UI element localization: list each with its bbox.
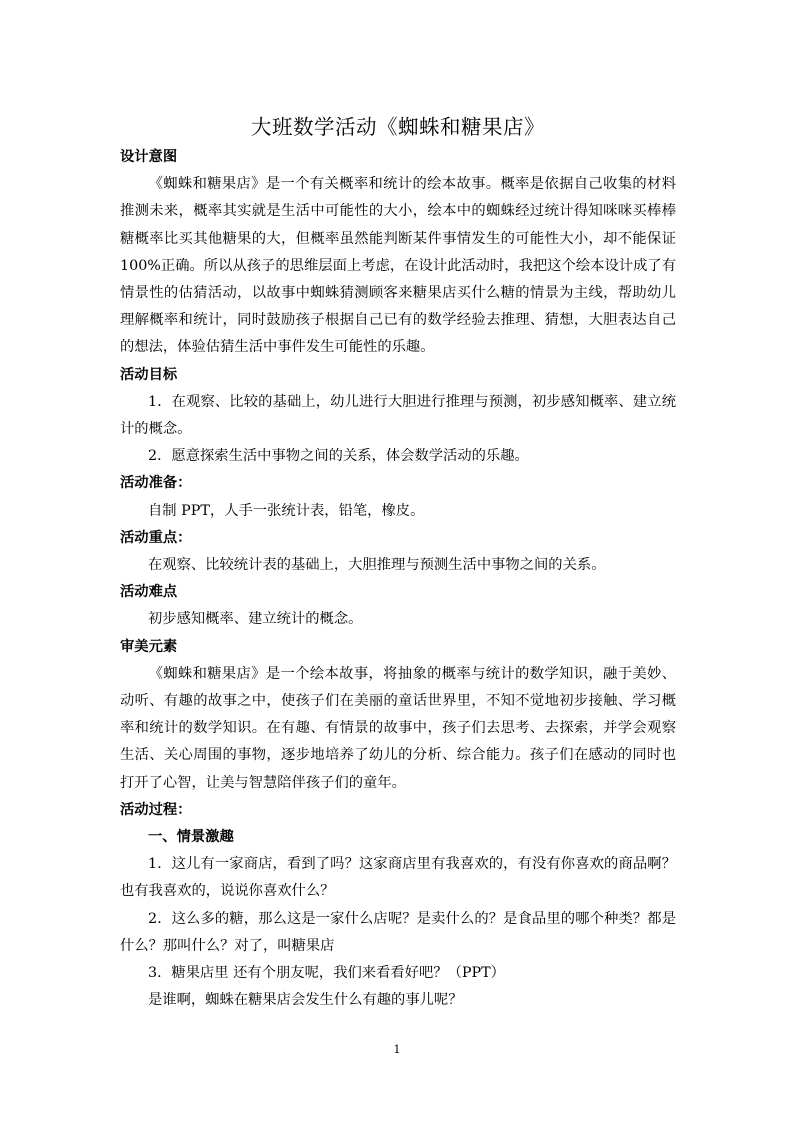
heading-goals: 活动目标 <box>120 366 178 383</box>
design-intent-paragraph: 《蜘蛛和糖果店》是一个有关概率和统计的绘本故事。概率是依据自己收集的材料推测未来，概率其实就是生活中可能性的大小，绘本中的蜘蛛经过统计得知咪咪买棒棒糖概率比买其他糖果的大，但概率虽然能判断某件事情发生的可能性大小，却不能保证100%正确。所以从孩子的思维层面上考虑，在设计此活动时，我把这个绘本设计成了有情景性的估猜活动，以故事中蜘蛛猜测顾客来糖果店买什么糖的情景为主线，帮助幼儿理解概率和统计，同时鼓励孩子根据自己已有的数学经验去推理、猜想，大胆表达自己的想法，体验估猜生活中事件发生可能性的乐趣。 <box>120 176 676 356</box>
aesthetic-paragraph: 《蜘蛛和糖果店》是一个绘本故事，将抽象的概率与统计的数学知识，融于美妙、动听、有趣的故事之中，使孩子们在美丽的童话世界里，不知不觉地初步接触、学习概率和统计的数学知识。在有趣、有情景的故事中，孩子们去思考、去探索，并学会观察生活、关心周围的事物，逐步地培养了幼儿的分析、综合能力。孩子们在感动的同时也打开了心智，让美与智慧陪伴孩子们的童年。 <box>120 665 676 791</box>
page-title: 大班数学活动《蜘蛛和糖果店》 <box>251 115 545 139</box>
heading-preparation: 活动准备： <box>120 475 192 492</box>
process-step-3: 3．糖果店里 还有个朋友呢，我们来看看好吧？（PPT） <box>148 965 505 982</box>
process-step-2: 2．这么多的糖，那么这是一家什么店呢？是卖什么的？是食品里的哪个种类？都是什么？那叫什么？对了，叫糖果店 <box>120 910 676 954</box>
page-number: 1 <box>393 1043 401 1056</box>
heading-key-point: 活动重点： <box>120 529 192 546</box>
heading-aesthetic: 审美元素 <box>120 638 178 655</box>
preparation-text: 自制 PPT，人手一张统计表，铅笔，橡皮。 <box>148 502 425 519</box>
goal-item-2: 2．愿意探索生活中事物之间的关系，体会数学活动的乐趣。 <box>148 448 529 465</box>
key-point-text: 在观察、比较统计表的基础上，大胆推理与预测生活中事物之间的关系。 <box>148 557 606 574</box>
difficulty-text: 初步感知概率、建立统计的概念。 <box>148 611 363 628</box>
heading-design-intent: 设计意图 <box>120 149 178 165</box>
process-step-1: 1．这儿有一家商店，看到了吗？这家商店里有我喜欢的，有没有你喜欢的商品啊？也有我喜欢的，说说你喜欢什么？ <box>120 856 676 900</box>
document-body <box>120 112 676 1015</box>
heading-difficulty: 活动难点 <box>120 584 178 601</box>
process-step-3-follow: 是谁啊，蜘蛛在糖果店会发生什么有趣的事儿呢？ <box>148 992 463 1009</box>
heading-process: 活动过程： <box>120 801 192 818</box>
process-part1-heading: 一、情景激趣 <box>148 829 234 846</box>
goal-item-1: 1．在观察、比较的基础上，幼儿进行大胆进行推理与预测，初步感知概率、建立统计的概念。 <box>120 393 676 438</box>
